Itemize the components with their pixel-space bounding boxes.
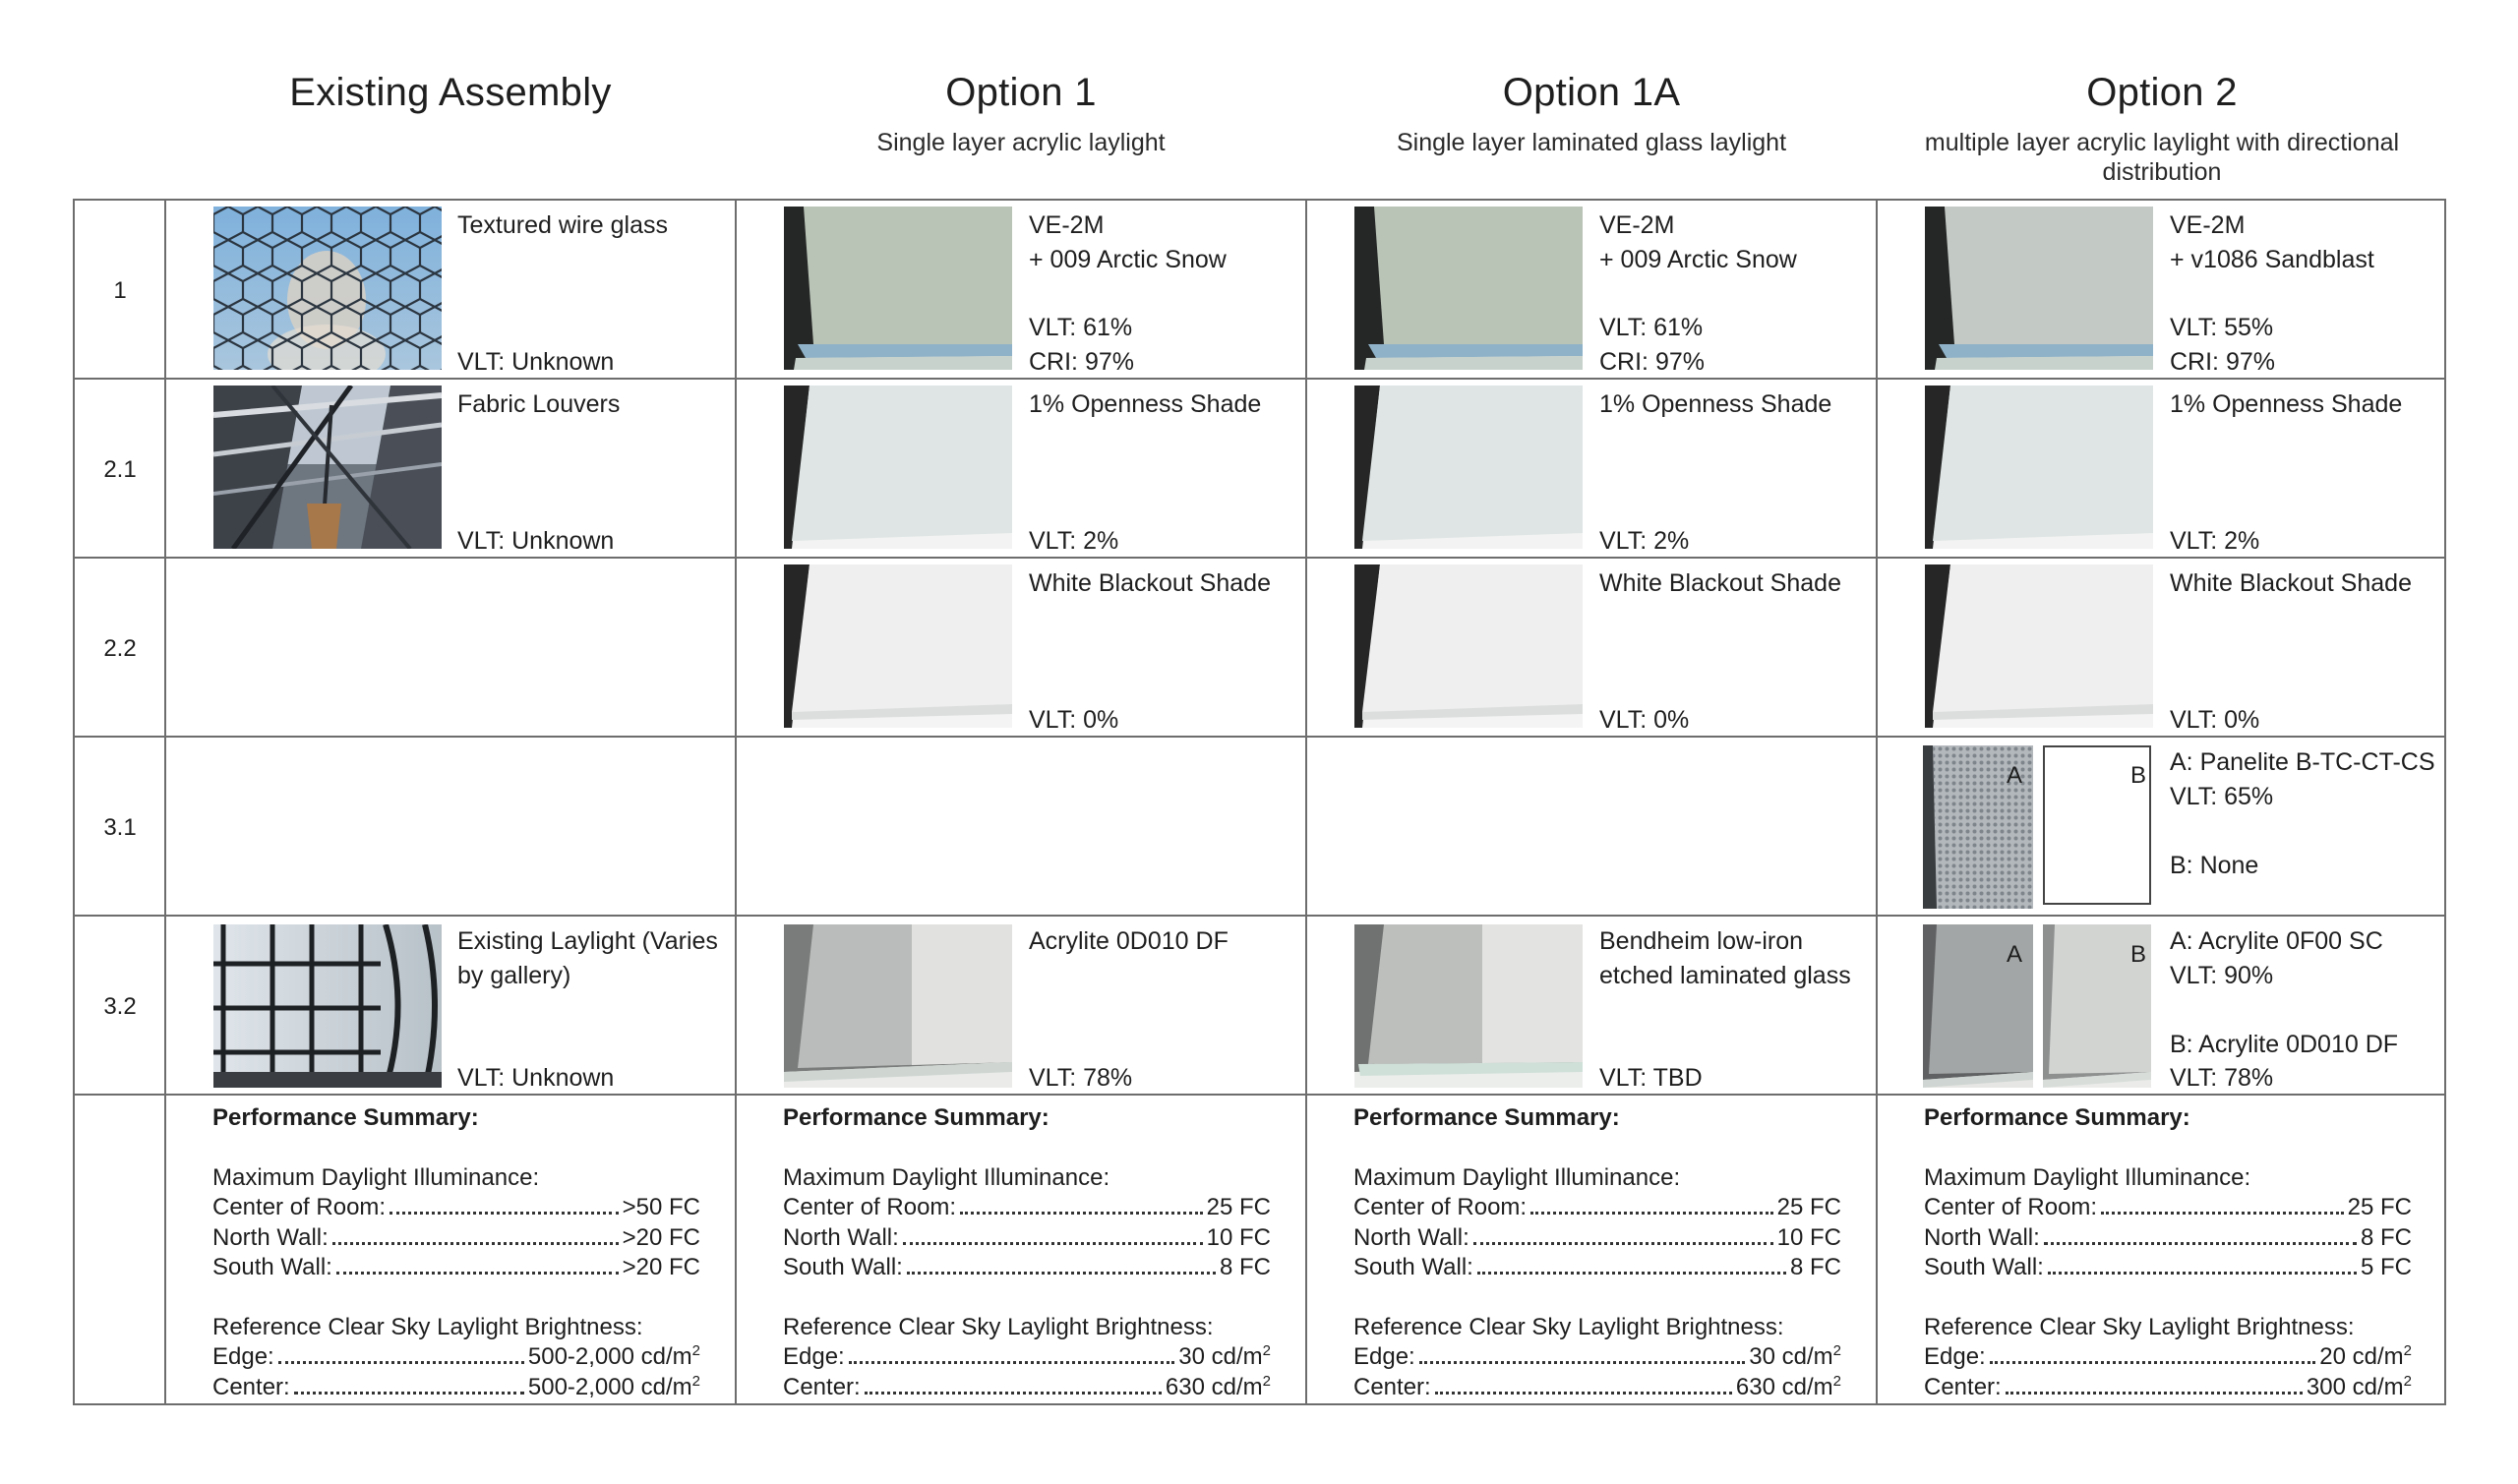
cell-option1-r32 [1029,924,1294,1092]
north-wall-row [212,1223,700,1254]
cell-option2-r22 [2170,566,2435,734]
column-header-option-1 [736,69,1306,157]
cell-text: VLT: 65% [2170,783,2274,810]
cell-text: VLT: TBD [1599,1064,1703,1092]
cell-text: VLT: 0% [2170,706,2260,734]
cell-text: White Blackout Shade [2170,569,2412,597]
shade-sample-photo [784,386,1012,549]
center-of-room-row [1353,1193,1841,1223]
value: 500-2,000 [527,1373,634,1400]
cell-option1-r1 [1029,208,1294,376]
acrylic-sample-photo [1354,207,1583,370]
center-row [212,1373,700,1403]
value: 500-2,000 [527,1343,634,1370]
value: 8 FC [1219,1254,1271,1280]
unit-superscript: 2 [2403,1342,2412,1359]
cell-text: CRI: 97% [1029,348,1134,376]
value: 8 FC [2360,1223,2412,1251]
center-of-room-row [783,1193,1271,1223]
cell-text: CRI: 97% [2170,348,2275,376]
performance-summary-existing [212,1103,700,1402]
cell-option1a-r22 [1599,566,1865,734]
unit: cd/m [1781,1373,1833,1400]
cell-text: VE-2M [1029,211,1105,239]
row-label: 3.2 [103,993,137,1020]
row-label: Center: [783,1373,861,1400]
north-wall-row [1924,1223,2412,1254]
cell-option2-r31 [2170,745,2435,909]
cell-text: VLT: 78% [1029,1064,1133,1092]
column-header-existing [165,69,736,116]
cell-text: VLT: Unknown [457,1064,615,1092]
cell-text: + 009 Arctic Snow [1029,246,1227,273]
cell-text: VLT: 0% [1599,706,1690,734]
value: 630 [1165,1373,1205,1400]
cell-text: A: Acrylite 0F00 SC [2170,927,2383,955]
sample-label-b: B [2130,762,2147,789]
sample-label-b: B [2130,941,2147,968]
cell-text: VLT: 2% [1599,527,1690,555]
cell-text: 1% Openness Shade [1599,390,1832,418]
row-label: North Wall: [1353,1223,1469,1251]
row-label: Edge: [212,1343,274,1370]
performance-summary-option-1a [1353,1103,1841,1402]
column-subtitle: Single layer acrylic laylight [876,129,1166,156]
cell-text: + v1086 Sandblast [2170,246,2374,273]
existing-laylight-photo [213,924,442,1088]
north-wall-row [783,1223,1271,1254]
row-label: Center of Room: [1924,1194,2098,1220]
cell-text: VLT: 61% [1029,314,1133,341]
unit-superscript: 2 [1262,1342,1271,1359]
cell-text: B: None [2170,852,2259,879]
row-label: South Wall: [1924,1254,2044,1280]
row-label: 3.1 [103,814,137,841]
cell-text [2170,993,2435,1028]
row-label: South Wall: [1353,1254,1473,1280]
row-label: North Wall: [783,1223,899,1251]
wire-glass-photo [213,207,442,370]
value: 30 [1178,1343,1205,1370]
value: 8 FC [1789,1254,1841,1280]
column-title: Option 2 [2086,71,2238,114]
performance-heading: Performance Summary: [783,1104,1049,1131]
row-label: Edge: [783,1343,845,1370]
row-label: South Wall: [212,1254,332,1280]
blackout-shade-photo [784,564,1012,728]
performance-heading: Performance Summary: [1924,1104,2190,1131]
edge-row [1924,1342,2412,1373]
cell-existing-r1 [457,208,723,376]
value: 630 [1735,1373,1775,1400]
cell-option1a-r21 [1599,387,1865,555]
row-label: Center: [1924,1373,2002,1400]
row-label: Center: [1353,1373,1431,1400]
unit: cd/m [640,1343,692,1370]
cell-option2-r1 [2170,208,2435,376]
cell-text: Acrylite 0D010 DF [1029,927,1229,955]
value: 300 [2306,1373,2346,1400]
center-row [783,1373,1271,1403]
unit: cd/m [2352,1373,2404,1400]
cell-text: VE-2M [2170,211,2246,239]
blackout-shade-photo [1354,564,1583,728]
performance-heading: Performance Summary: [1353,1104,1620,1131]
row-divider [73,915,2446,917]
cell-text: CRI: 97% [1599,348,1705,376]
cell-text [2170,814,2435,849]
unit: cd/m [1781,1343,1833,1370]
illuminance-heading: Maximum Daylight Illuminance: [212,1163,540,1191]
unit-superscript: 2 [691,1342,700,1359]
row-label: Center of Room: [212,1194,387,1220]
cell-text: White Blackout Shade [1029,569,1271,597]
shade-sample-photo [1354,386,1583,549]
cell-text: + 009 Arctic Snow [1599,246,1797,273]
shade-sample-photo [1925,386,2153,549]
row-label: 1 [113,277,127,304]
cell-text: VLT: 61% [1599,314,1704,341]
cell-text: Bendheim low-iron [1599,927,1804,955]
acrylite-sample-photo [784,924,1012,1088]
cell-text: etched laminated glass [1599,962,1851,989]
cell-option2-r21 [2170,387,2435,555]
north-wall-row [1353,1223,1841,1254]
cell-text: 1% Openness Shade [2170,390,2403,418]
south-wall-row [1924,1253,2412,1283]
cell-existing-r21 [457,387,723,555]
row-label: North Wall: [212,1223,329,1251]
illuminance-heading: Maximum Daylight Illuminance: [783,1163,1110,1191]
row-label: Edge: [1353,1343,1415,1370]
acrylic-sample-photo [1925,207,2153,370]
cell-text: VLT: 78% [2170,1064,2274,1092]
cell-text: VLT: 2% [1029,527,1119,555]
column-subtitle: multiple layer acrylic laylight with directional distribution [1924,129,2400,186]
column-divider [164,199,166,1405]
cell-text: Textured wire glass [457,211,668,239]
row-label: Center: [212,1373,290,1400]
value: 25 FC [1206,1194,1271,1220]
cell-text: VLT: 55% [2170,314,2274,341]
center-of-room-row [1924,1193,2412,1223]
column-title: Existing Assembly [289,71,612,114]
value: 30 [1749,1343,1775,1370]
value: 10 FC [1776,1223,1841,1251]
unit: cd/m [640,1373,692,1400]
cell-option1-r22 [1029,566,1294,734]
unit: cd/m [1211,1373,1263,1400]
row-label: Center of Room: [783,1194,957,1220]
cell-text: White Blackout Shade [1599,569,1841,597]
sample-label-a: A [2007,762,2023,789]
brightness-heading: Reference Clear Sky Laylight Brightness: [783,1313,1214,1340]
value: 10 FC [1206,1223,1271,1251]
cell-existing-r32 [457,924,723,1092]
column-title: Option 1A [1502,71,1681,114]
cell-option1a-r1 [1599,208,1865,376]
performance-summary-option-1 [783,1103,1271,1402]
cell-text: VLT: 2% [2170,527,2260,555]
cell-text: VLT: 0% [1029,706,1119,734]
brightness-heading: Reference Clear Sky Laylight Brightness: [1924,1313,2355,1340]
row-label: 2.2 [103,635,137,662]
cell-text: VLT: Unknown [457,348,615,376]
illuminance-heading: Maximum Daylight Illuminance: [1924,1163,2251,1191]
unit-superscript: 2 [1262,1372,1271,1390]
value: >20 FC [622,1254,700,1280]
value: >20 FC [622,1223,700,1251]
cell-option1-r21 [1029,387,1294,555]
row-label: North Wall: [1924,1223,2040,1251]
performance-heading: Performance Summary: [212,1104,479,1131]
cell-text: Existing Laylight (Varies [457,927,718,955]
cell-option2-r32 [2170,924,2435,1092]
south-wall-row [1353,1253,1841,1283]
laminated-glass-photo [1354,924,1583,1088]
column-header-option-2 [1896,69,2428,187]
center-row [1924,1373,2412,1403]
cell-text: VLT: 90% [2170,962,2274,989]
value: 20 [2319,1343,2346,1370]
column-divider [1305,199,1307,1405]
south-wall-row [783,1253,1271,1283]
edge-row [212,1342,700,1373]
blackout-shade-photo [1925,564,2153,728]
row-label: 2.1 [103,456,137,483]
cell-text: VE-2M [1599,211,1675,239]
performance-summary-option-2 [1924,1103,2412,1402]
unit-superscript: 2 [691,1372,700,1390]
unit-superscript: 2 [1832,1372,1841,1390]
row-label: South Wall: [783,1254,903,1280]
edge-row [1353,1342,1841,1373]
cell-text: Fabric Louvers [457,390,621,418]
center-of-room-row [212,1193,700,1223]
value: 25 FC [2347,1194,2412,1220]
cell-text: 1% Openness Shade [1029,390,1262,418]
cell-text: by gallery) [457,962,571,989]
unit: cd/m [1211,1343,1263,1370]
fabric-louvers-photo [213,386,442,549]
unit-superscript: 2 [2403,1372,2412,1390]
column-subtitle: Single layer laminated glass laylight [1396,129,1787,156]
cell-text: B: Acrylite 0D010 DF [2170,1031,2399,1058]
edge-row [783,1342,1271,1373]
cell-text: A: Panelite B-TC-CT-CS [2170,748,2435,776]
value: 25 FC [1776,1194,1841,1220]
south-wall-row [212,1253,700,1283]
illuminance-heading: Maximum Daylight Illuminance: [1353,1163,1681,1191]
acrylic-sample-photo [784,207,1012,370]
value: >50 FC [622,1194,700,1220]
value: 5 FC [2360,1254,2412,1280]
column-divider [1876,199,1878,1405]
center-row [1353,1373,1841,1403]
column-title: Option 1 [945,71,1097,114]
row-label: Edge: [1924,1343,1986,1370]
brightness-heading: Reference Clear Sky Laylight Brightness: [212,1313,643,1340]
column-header-option-1a [1306,69,1877,157]
unit: cd/m [2352,1343,2404,1370]
cell-option1a-r32 [1599,924,1865,1092]
sample-label-a: A [2007,941,2023,968]
cell-text: VLT: Unknown [457,527,615,555]
brightness-heading: Reference Clear Sky Laylight Brightness: [1353,1313,1784,1340]
row-label: Center of Room: [1353,1194,1528,1220]
unit-superscript: 2 [1832,1342,1841,1359]
column-divider [735,199,737,1405]
